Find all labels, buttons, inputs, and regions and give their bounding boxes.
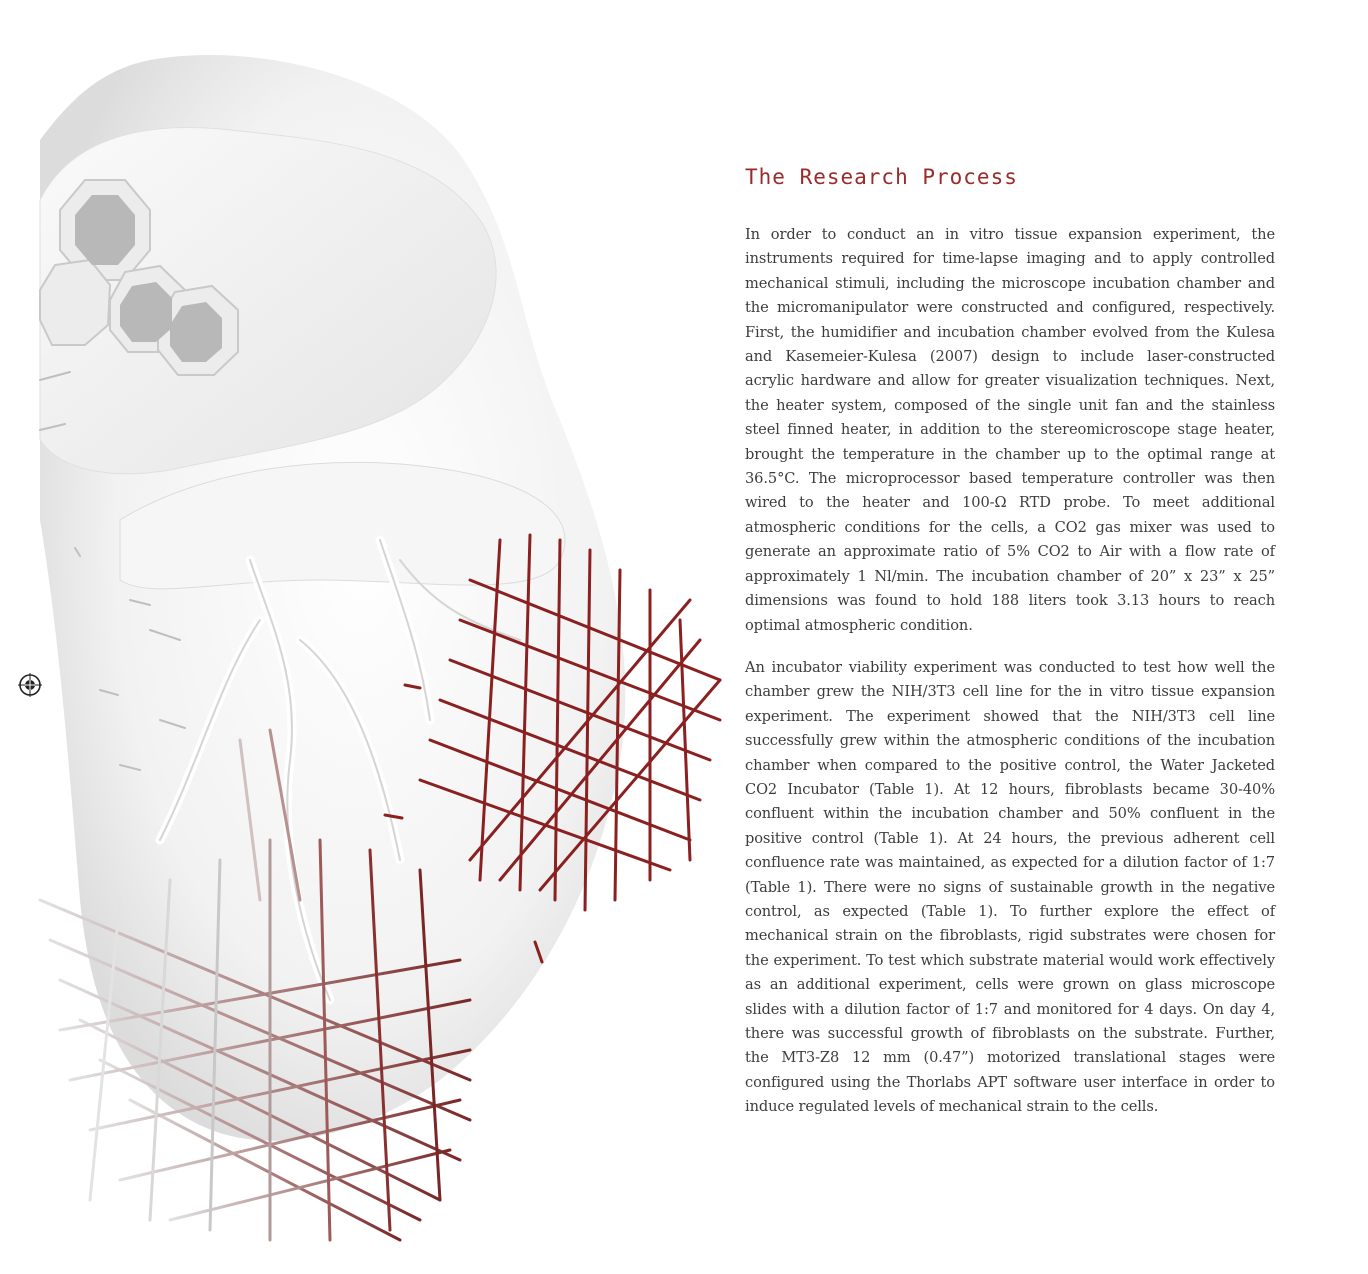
paragraph-1: In order to conduct an in vitro tissue expansion experiment, the instruments required for time-lapse imaging and to apply controlled mechanical stimuli, including the microscope incubation chamber and the micromanipulator were constructed and configured, respectively. First, the humidifier and incubation chamber evolved from the Kulesa and Kasemeier-Kulesa (2007) design to include laser-constructed acrylic hardware and allow for greater visualization techniques. Next, the heater system, composed of the single unit fan and the stainless steel finned heater, in addition to the stereomicroscope stage heater, brought the temperature in the chamber up to the optimal range at 36.5°C. The microprocessor based temperature controller was then wired to the heater and 100-Ω RTD probe. To meet additional atmospheric conditions for the cells, a CO2 gas mixer was used to generate an approximate ratio of 5% CO2 to Air with a flow rate of approximately 1 Nl/min. The incubation chamber of 20” x 23” x 25” dimensions was found to hold 188 liters took 3.13 hours to reach optimal atmospheric condition.: [745, 226, 1275, 634]
registration-mark-icon: [18, 673, 42, 697]
section-title: The Research Process: [745, 165, 1018, 189]
paragraph-2: An incubator viability experiment was conducted to test how well the chamber grew the NIH/3T3 cell line for the in vitro tissue expansion experiment. The experiment showed that the NIH/3T3 cell line successfully grew within the atmospheric conditions of the incubation chamber when compared to the positive control, the Water Jacketed CO2 Incubator (Table 1). At 12 hours, fibroblasts became 30-40% confluent within the incubation chamber and 50% confluent in the positive control (Table 1). At 24 hours, the previous adherent cell confluence rate was maintained, as expected for a dilution factor of 1:7 (Table 1). There were no signs of sustainable growth in the negative control, as expected (Table 1). To further explore the effect of mechanical strain on the fibroblasts, rigid substrates were chosen for the experiment. To test which substrate material would work effectively as an additional experiment, cells were grown on glass microscope slides with a dilution factor of 1:7 and monitored for 4 days. On day 4, there was successful growth of fibroblasts on the substrate. Further, the MT3-Z8 12 mm (0.47”) motorized translational stages were configured using the Thorlabs APT software user interface in order to induce regulated levels of mechanical strain to the cells.: [745, 658, 1275, 1116]
article-body: [745, 165, 1275, 1138]
